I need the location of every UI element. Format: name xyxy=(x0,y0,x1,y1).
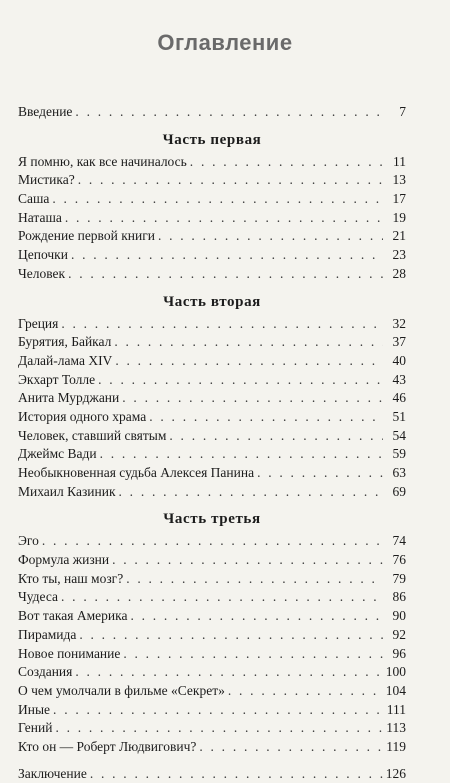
toc-entry[interactable] xyxy=(18,153,406,172)
toc-entry[interactable] xyxy=(18,626,406,645)
dot-leader xyxy=(112,551,383,570)
toc-entry-page: 92 xyxy=(392,626,406,642)
toc-entry-page: 32 xyxy=(392,315,406,331)
toc-entry-title: Саша xyxy=(18,191,50,207)
toc-entry-title: Человек xyxy=(18,265,66,281)
toc-entry-title: Далай-лама XIV xyxy=(18,352,113,368)
toc-entry[interactable] xyxy=(18,427,406,446)
toc-entry[interactable] xyxy=(18,171,406,190)
toc-entry-page: 7 xyxy=(399,104,406,119)
toc-entry-conclusion[interactable] xyxy=(18,765,406,783)
toc-entry-title: Вот такая Америка xyxy=(18,608,128,624)
dot-leader xyxy=(75,663,382,682)
dot-leader xyxy=(169,427,383,446)
toc-entry-title: О чем умолчали в фильме «Секрет» xyxy=(18,682,225,698)
dot-leader xyxy=(78,171,383,190)
toc-entry-page: 51 xyxy=(392,408,406,424)
dot-leader xyxy=(228,682,383,701)
toc-entry-page: 126 xyxy=(385,765,406,781)
toc-entry-title: Иные xyxy=(18,701,51,717)
toc-entry-page: 28 xyxy=(392,265,406,281)
toc-entry-page: 86 xyxy=(392,589,406,605)
toc-entry-title: История одного храма xyxy=(18,408,147,424)
dot-leader xyxy=(61,315,383,334)
dot-leader xyxy=(98,371,383,390)
toc-entry[interactable] xyxy=(18,645,406,664)
toc-entry-title: Анита Мурджани xyxy=(18,390,120,406)
dot-leader xyxy=(122,389,383,408)
dot-leader xyxy=(114,333,383,352)
toc-entry[interactable] xyxy=(18,607,406,626)
table-of-contents xyxy=(18,103,406,783)
dot-leader xyxy=(257,464,383,483)
toc-entry[interactable] xyxy=(18,408,406,427)
toc-entry-page: 76 xyxy=(392,552,406,568)
toc-entry-title: Человек, ставший святым xyxy=(18,427,167,443)
toc-entry-title: Бурятия, Байкал xyxy=(18,334,112,350)
toc-entry[interactable] xyxy=(18,333,406,352)
spacer xyxy=(18,757,406,765)
toc-entry[interactable] xyxy=(18,532,406,551)
toc-entry-title: Эго xyxy=(18,533,39,549)
dot-leader xyxy=(71,246,383,265)
toc-entry[interactable] xyxy=(18,588,406,607)
dot-leader xyxy=(100,445,383,464)
toc-entry-title: Я помню, как все начиналось xyxy=(18,153,187,169)
toc-entry-page: 96 xyxy=(392,645,406,661)
toc-entry[interactable] xyxy=(18,464,406,483)
toc-entry-title: Пирамида xyxy=(18,626,77,642)
toc-entry-page: 69 xyxy=(392,483,406,499)
dot-leader xyxy=(190,153,383,172)
toc-entry[interactable] xyxy=(18,701,406,720)
toc-entry[interactable] xyxy=(18,246,406,265)
dot-leader xyxy=(115,352,383,371)
dot-leader xyxy=(126,570,383,589)
toc-entry[interactable] xyxy=(18,265,406,284)
toc-entry-title: Греция xyxy=(18,315,59,331)
toc-entry-page: 59 xyxy=(392,446,406,462)
dot-leader xyxy=(65,209,383,228)
dot-leader xyxy=(68,265,383,284)
toc-entry[interactable] xyxy=(18,209,406,228)
toc-entry[interactable] xyxy=(18,570,406,589)
toc-entry-page: 79 xyxy=(392,570,406,586)
toc-entry-title: Заключение xyxy=(18,765,87,781)
part-heading: Часть вторая xyxy=(163,293,261,310)
toc-entry-title: Цепочки xyxy=(18,247,68,263)
toc-entry-page: 17 xyxy=(392,191,406,207)
toc-entry-page: 104 xyxy=(385,682,406,698)
toc-entry-title: Рождение первой книги xyxy=(18,228,155,244)
toc-entry-page: 111 xyxy=(386,701,406,717)
toc-entry-page: 11 xyxy=(393,153,406,169)
toc-entry-title: Чудеса xyxy=(18,589,59,605)
toc-entry-page: 40 xyxy=(392,352,406,368)
toc-entry[interactable] xyxy=(18,738,406,757)
toc-entry-page: 119 xyxy=(386,738,406,754)
toc-entry-page: 23 xyxy=(392,247,406,263)
toc-entry-page: 43 xyxy=(392,371,406,387)
toc-entry-page: 21 xyxy=(392,228,406,244)
toc-entry-page: 113 xyxy=(386,720,406,736)
toc-entry-page: 63 xyxy=(392,465,406,480)
toc-entry-title: Формула жизни xyxy=(18,552,110,568)
toc-entry[interactable] xyxy=(18,663,406,682)
page-title: Оглавление xyxy=(157,30,293,55)
toc-entry[interactable] xyxy=(18,682,406,701)
toc-entry[interactable] xyxy=(18,445,406,464)
toc-entry[interactable] xyxy=(18,190,406,209)
dot-leader xyxy=(52,190,383,209)
toc-entry[interactable] xyxy=(18,315,406,334)
toc-entry-page: 37 xyxy=(392,334,406,350)
dot-leader xyxy=(199,738,383,757)
dot-leader xyxy=(119,483,383,502)
toc-entry-title: Наташа xyxy=(18,209,62,225)
toc-entry-title: Кто он — Роберт Людвигович? xyxy=(18,738,197,754)
toc-entry-page: 13 xyxy=(392,172,406,188)
dot-leader xyxy=(42,532,383,551)
toc-entry-page: 54 xyxy=(392,427,406,443)
toc-entry-title: Гений xyxy=(18,720,53,736)
dot-leader xyxy=(130,607,383,626)
toc-entry-page: 19 xyxy=(392,209,406,225)
toc-entry-page: 74 xyxy=(392,533,406,549)
dot-leader xyxy=(123,645,383,664)
toc-entry-title: Введение xyxy=(18,104,73,119)
toc-entry-title: Михаил Казиник xyxy=(18,483,116,499)
dot-leader xyxy=(79,626,383,645)
toc-entry-title: Мистика? xyxy=(18,172,75,188)
dot-leader xyxy=(61,588,383,607)
toc-entry-title: Экхарт Толле xyxy=(18,371,96,387)
dot-leader xyxy=(158,227,383,246)
toc-entry-title: Новое понимание xyxy=(18,645,121,661)
toc-entry-title: Создания xyxy=(18,664,73,680)
dot-leader xyxy=(53,701,383,720)
part-heading: Часть третья xyxy=(163,511,261,528)
toc-entry[interactable] xyxy=(18,483,406,502)
toc-entry[interactable] xyxy=(18,352,406,371)
dot-leader xyxy=(149,408,383,427)
toc-entry[interactable] xyxy=(18,227,406,246)
dot-leader xyxy=(75,103,383,122)
toc-entry-page: 90 xyxy=(392,608,406,624)
toc-entry-page: 100 xyxy=(385,664,406,680)
toc-entry-title: Необыкновенная судьба Алексея Панина xyxy=(18,465,255,480)
part-heading: Часть первая xyxy=(162,131,262,148)
toc-entry-introduction[interactable] xyxy=(18,103,406,122)
toc-entry[interactable] xyxy=(18,389,406,408)
dot-leader xyxy=(90,765,383,783)
toc-entry[interactable] xyxy=(18,551,406,570)
toc-entry-title: Джеймс Вади xyxy=(18,446,97,462)
toc-entry-page: 46 xyxy=(392,390,406,406)
toc-entry[interactable] xyxy=(18,371,406,390)
toc-entry-title: Кто ты, наш мозг? xyxy=(18,570,124,586)
